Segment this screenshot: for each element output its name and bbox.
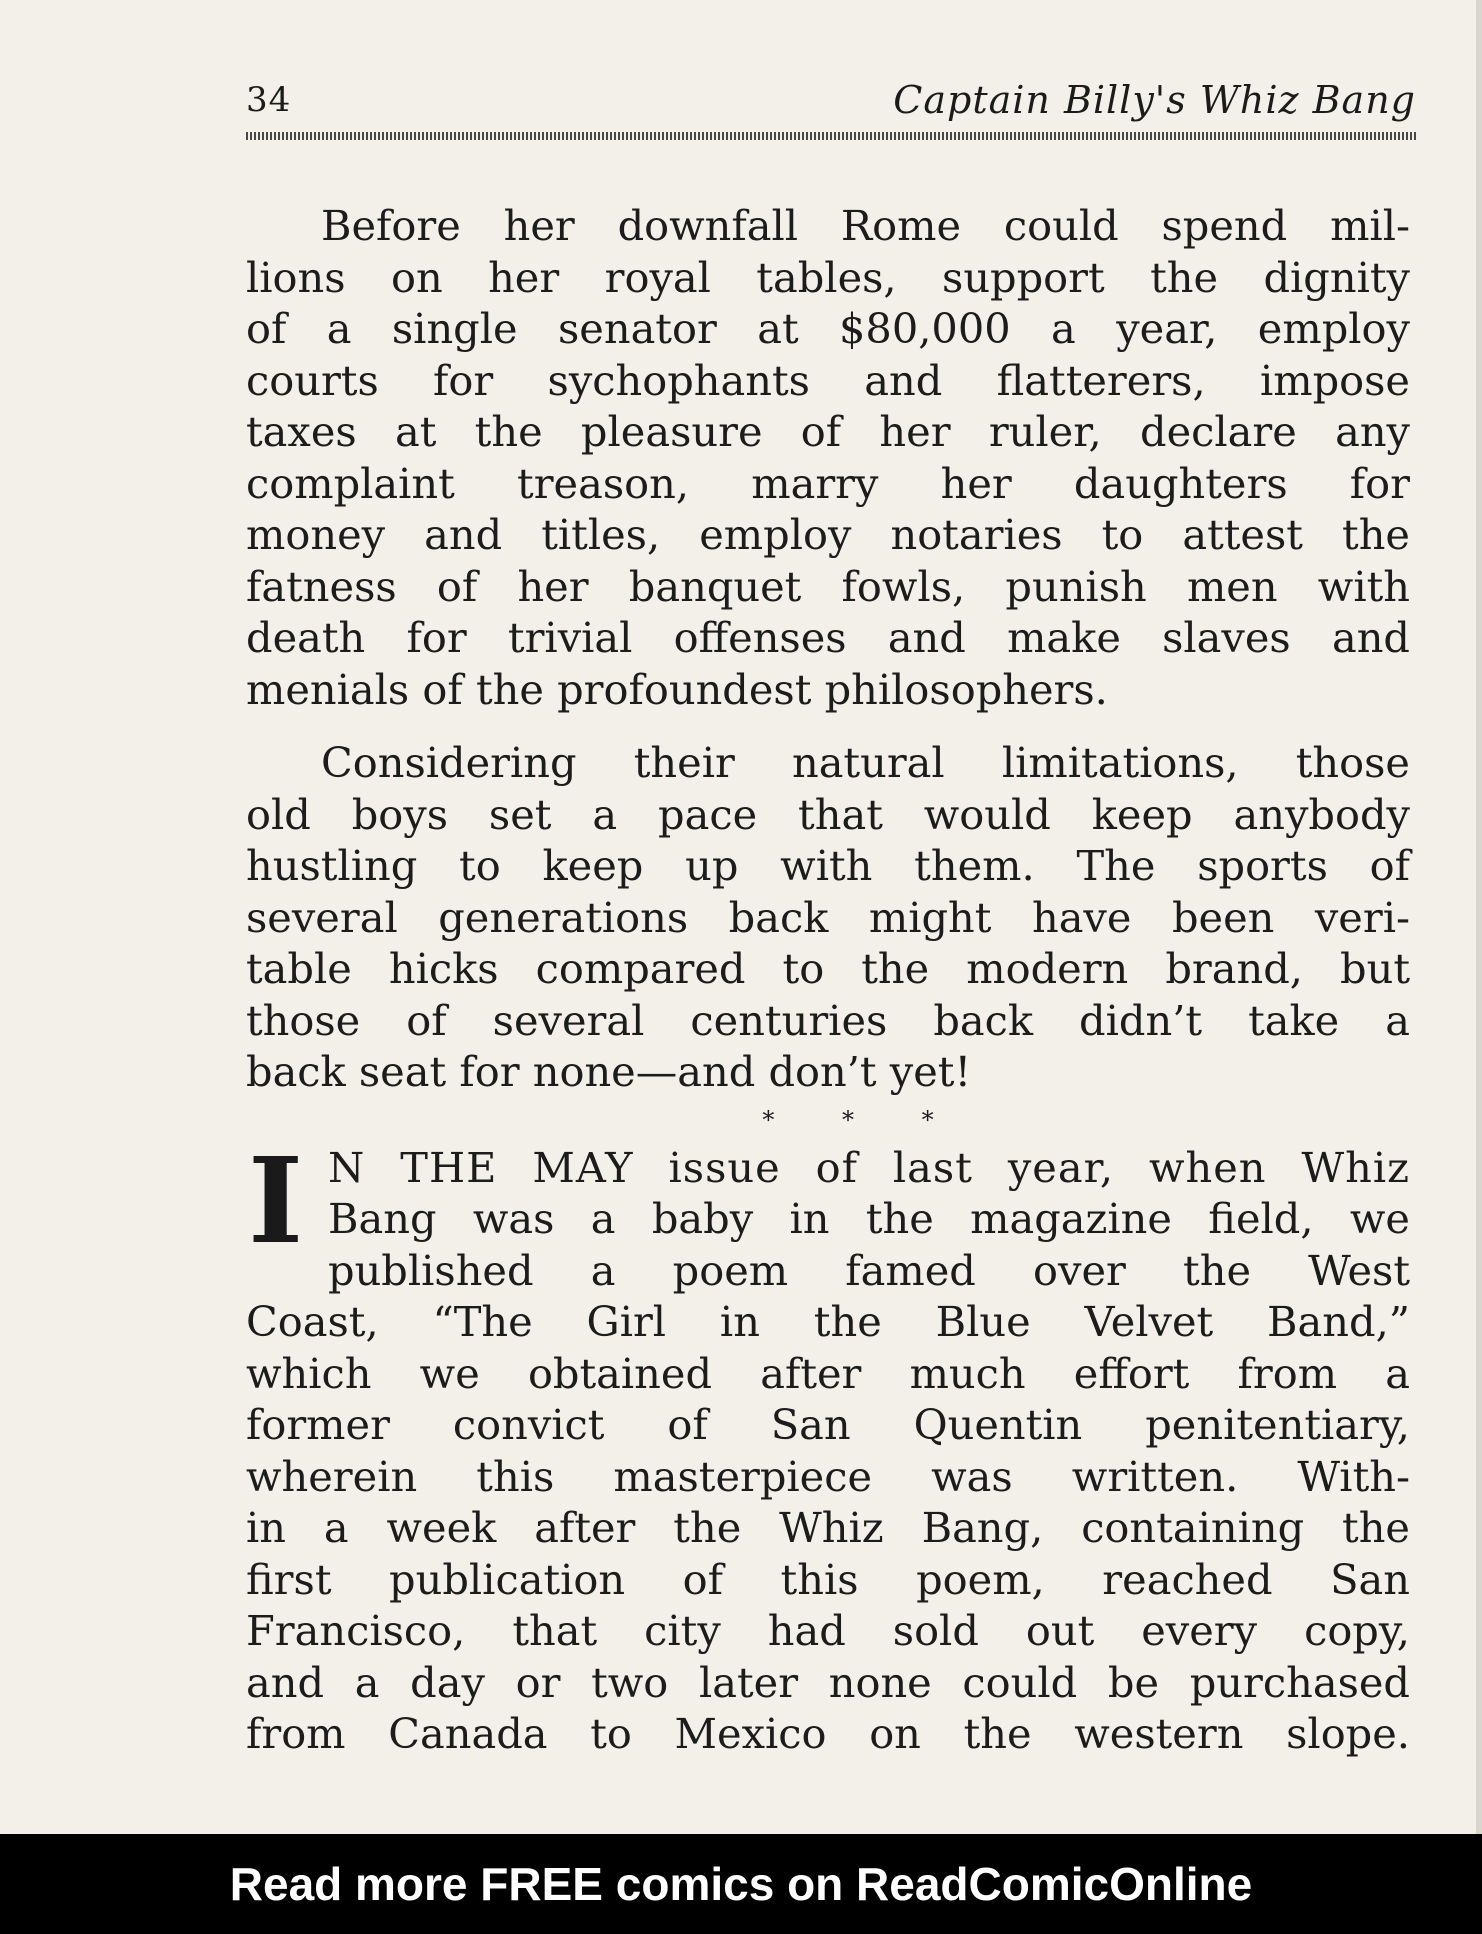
paragraph-whiz-bang-poem <box>246 1130 1410 1760</box>
article-body <box>246 200 1410 1760</box>
text-line: taxes at the pleasure of her ruler, declare any <box>246 407 1410 456</box>
text-line: first publication of this poem, reached San <box>246 1554 1410 1604</box>
text-line: Francisco, that city had sold out every copy, <box>246 1606 1410 1655</box>
text-line: Coast, “The Girl in the Blue Velvet Band,” <box>246 1297 1410 1346</box>
text-line: those of several centuries back didn’t take a <box>246 995 1410 1045</box>
footer-banner-link[interactable]: Read more FREE comics on ReadComicOnline <box>0 1834 1482 1934</box>
text-line: which we obtained after much effort from a <box>246 1348 1410 1398</box>
text-line: in a week after the Whiz Bang, containing the <box>246 1503 1410 1552</box>
text-line: fatness of her banquet fowls, punish men with <box>246 561 1410 611</box>
text-line: hustling to keep up with them. The sports of <box>246 841 1410 890</box>
text-line: former convict of San Quentin penitentiary, <box>246 1400 1410 1449</box>
running-head <box>246 80 1416 130</box>
text-line: menials of the profoundest philosophers. <box>246 664 1108 714</box>
page-number: 34 <box>246 80 292 120</box>
drop-cap: I <box>248 1130 304 1270</box>
paragraph-rome <box>246 200 1410 715</box>
text-line: wherein this masterpiece was written. With- <box>246 1451 1410 1501</box>
header-rule <box>246 132 1416 140</box>
paragraph-gap <box>246 715 1410 737</box>
text-line: Bang was a baby in the magazine field, we <box>328 1194 1410 1243</box>
text-line: published a poem famed over the West <box>328 1245 1410 1295</box>
text-line: complaint treason, marry her daughters for <box>246 458 1410 508</box>
text-line: lions on her royal tables, support the dignity <box>246 252 1410 302</box>
text-line: N THE MAY issue of last year, when Whiz <box>328 1142 1410 1192</box>
text-line: several generations back might have been veri- <box>246 892 1410 942</box>
text-line: back seat for none—and don’t yet! <box>246 1047 972 1096</box>
paragraph-old-boys <box>246 737 1410 1098</box>
text-line: Before her downfall Rome could spend mil- <box>321 201 1410 250</box>
text-line: death for trivial offenses and make slaves and <box>246 613 1410 662</box>
section-separator: * * * <box>762 1105 964 1134</box>
text-line: and a day or two later none could be purchased <box>246 1657 1410 1707</box>
magazine-title: Captain Billy's Whiz Bang <box>893 78 1416 122</box>
text-line: old boys set a pace that would keep anybody <box>246 789 1410 839</box>
text-line: Considering their natural limitations, those <box>321 738 1410 787</box>
text-line: from Canada to Mexico on the western slope. <box>246 1709 1410 1758</box>
text-line: table hicks compared to the modern brand, but <box>246 944 1410 993</box>
text-line: courts for sychophants and flatterers, impose <box>246 355 1410 405</box>
text-line: of a single senator at $80,000 a year, employ <box>246 304 1410 353</box>
text-line: money and titles, employ notaries to attest the <box>246 510 1410 559</box>
page-edge <box>1476 0 1482 1834</box>
